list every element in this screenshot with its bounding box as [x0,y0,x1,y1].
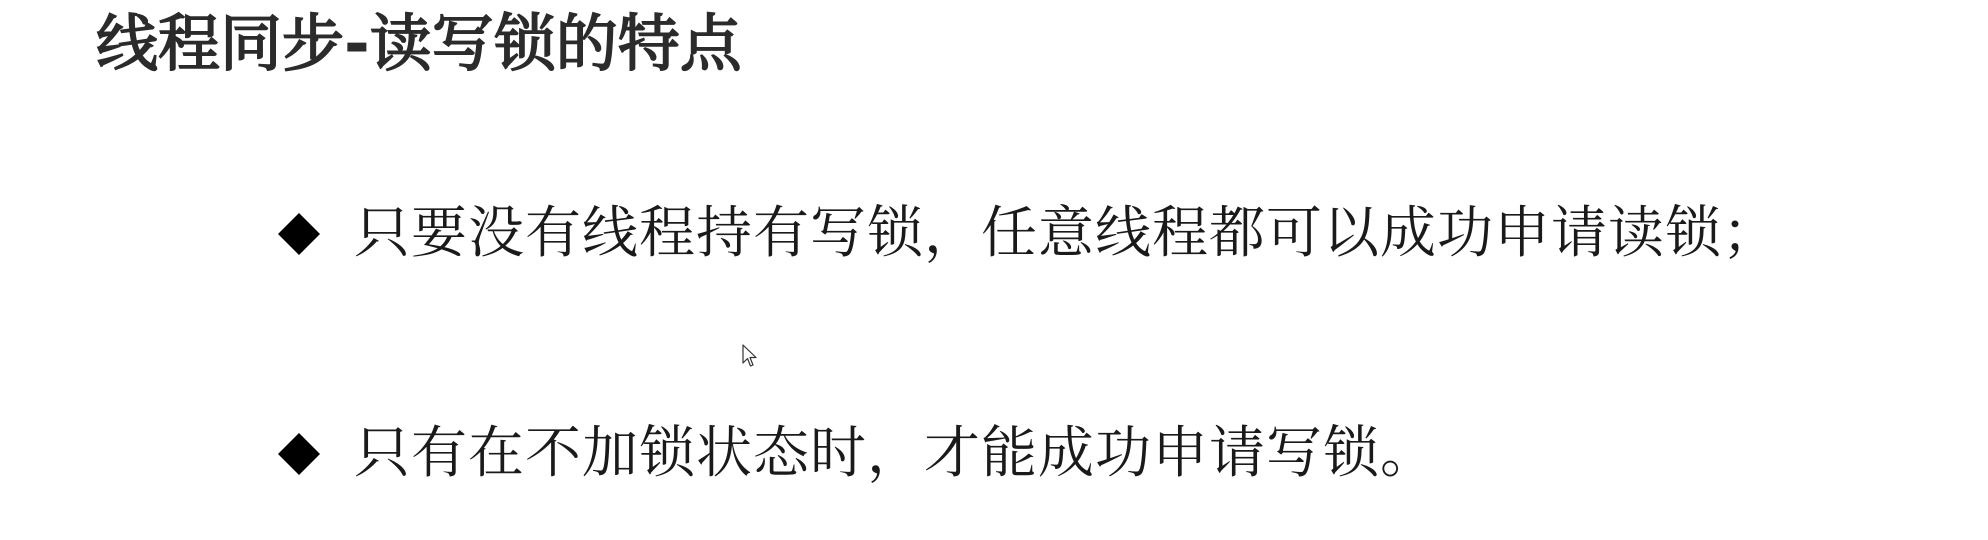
bullet-item [276,418,1437,490]
bullet-item [276,198,1779,270]
diamond-icon [276,211,322,257]
slide-title: 线程同步-读写锁的特点 [96,7,742,80]
bullet-text: 只有在不加锁状态时，才能成功申请写锁。 [354,421,1437,486]
mouse-pointer-icon [742,344,758,368]
diamond-icon [276,431,322,477]
bullet-text: 只要没有线程持有写锁，任意线程都可以成功申请读锁； [354,201,1779,266]
